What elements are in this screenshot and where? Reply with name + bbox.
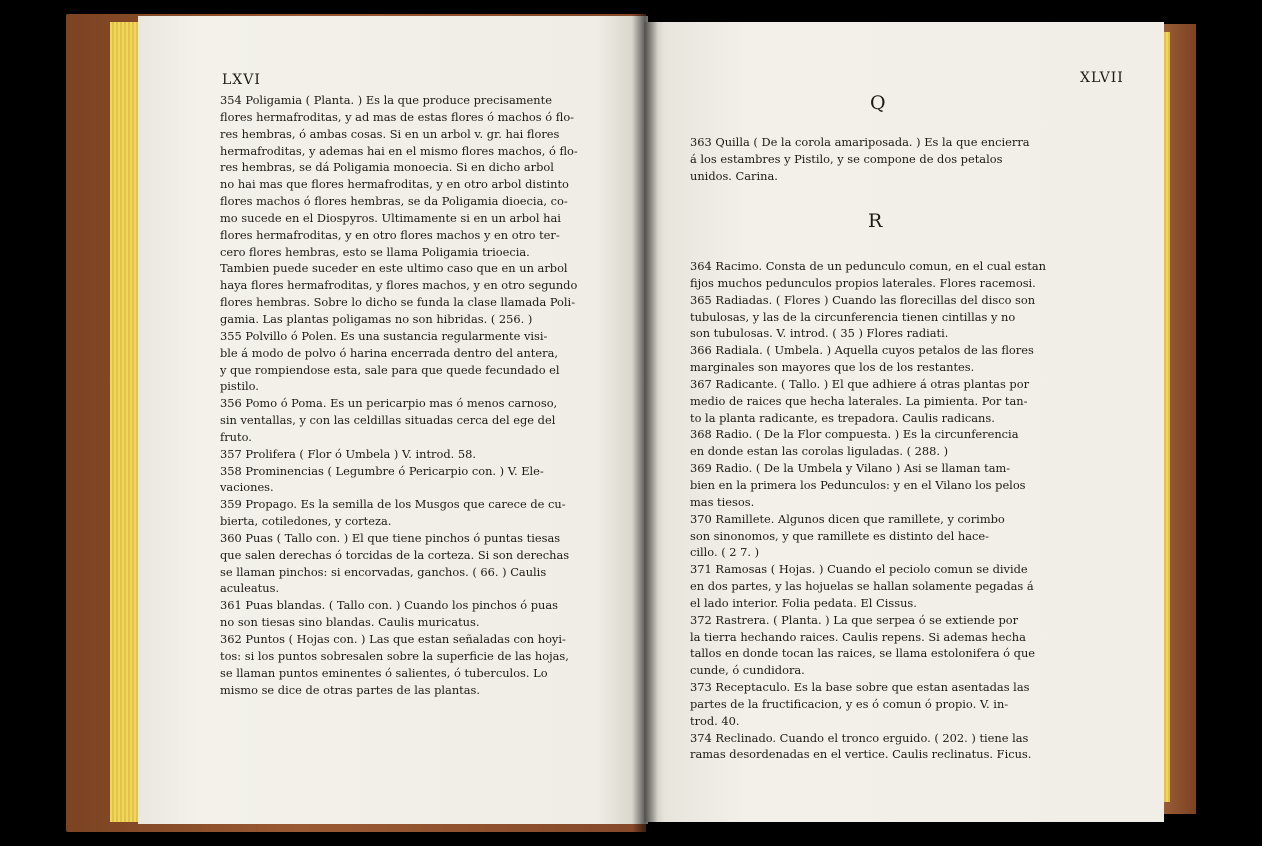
text-line: tallos en donde tocan las raices, se llama estolonifera ó que	[690, 646, 1036, 661]
text-line: cunde, ó cundidora.	[690, 663, 805, 678]
text-line: 354 Poligamia ( Planta. ) Es la que produce precisamente	[220, 93, 552, 107]
r-entries	[690, 258, 1046, 763]
text-line: se llaman pinchos: si encorvadas, ganchos. ( 66. ) Caulis	[220, 564, 547, 579]
text-line: son tubulosas. V. introd. ( 35 ) Flores radiati.	[690, 326, 949, 341]
text-line: flores hembras. Sobre lo dicho se funda la clase llamada Poli-	[220, 295, 576, 310]
text-line: sin ventallas, y con las celdillas situadas cerca del ege del	[220, 413, 556, 428]
text-line: se llaman puntos eminentes ó salientes, ó tuberculos. Lo	[220, 665, 548, 680]
text-line: ramas desordenadas en el vertice. Caulis reclinatus. Ficus.	[690, 747, 1032, 762]
text-line: flores hermafroditas, y en otro flores machos y en otro ter-	[220, 227, 560, 242]
text-line: tos: si los puntos sobresalen sobre la superficie de las hojas,	[220, 648, 569, 663]
text-line: 370 Ramillete. Algunos dicen que ramillete, y corimbo	[690, 511, 1005, 526]
text-line: 366 Radiala. ( Umbela. ) Aquella cuyos petalos de las flores	[690, 343, 1034, 358]
page-number-right: XLVII	[1080, 70, 1124, 86]
text-line: partes de la fructificacion, y es ó comun ó propio. V. in-	[690, 696, 1009, 711]
text-line: no hai mas que flores hermafroditas, y en otro arbol distinto	[220, 177, 569, 192]
text-line: 372 Rastrera. ( Planta. ) La que serpea ó se extiende por	[690, 612, 1019, 627]
text-line: mo sucede en el Diospyros. Ultimamente si en un arbol hai	[220, 210, 561, 225]
section-letter-q: Q	[870, 92, 886, 114]
text-line: 356 Pomo ó Poma. Es un pericarpio mas ó menos carnoso,	[220, 396, 558, 411]
text-line: gamia. Las plantas poligamas no son hibridas. ( 256. )	[220, 311, 533, 326]
text-line: hermafroditas, y ademas hai en el mismo flores machos, ó flo-	[220, 143, 578, 158]
right-page	[644, 22, 1164, 822]
text-line: que salen derechas ó torcidas de la corteza. Si son derechas	[220, 547, 570, 562]
text-line: trod. 40.	[690, 713, 740, 728]
text-line: 368 Radio. ( De la Flor compuesta. ) Es la circunferencia	[690, 427, 1019, 442]
text-line: cillo. ( 2 7. )	[690, 545, 760, 560]
left-page-text	[220, 92, 578, 698]
text-line: 364 Racimo. Consta de un pedunculo comun, en el cual estan	[690, 259, 1046, 273]
text-line: flores machos ó flores hembras, se da Poligamia dioecia, co-	[220, 194, 568, 209]
text-line: no son tiesas sino blandas. Caulis muricatus.	[220, 615, 480, 630]
text-line: haya flores hermafroditas, y flores machos, y en otro segundo	[220, 278, 578, 293]
text-line: vaciones.	[220, 480, 274, 495]
text-line: mas tiesos.	[690, 494, 755, 509]
text-line: ble á modo de polvo ó harina encerrada dentro del antera,	[220, 345, 558, 360]
text-line: la tierra hechando raices. Caulis repens. Si ademas hecha	[690, 629, 1026, 644]
text-line: 361 Puas blandas. ( Tallo con. ) Cuando los pinchos ó puas	[220, 598, 559, 613]
book-gutter	[632, 14, 658, 832]
text-line: 357 Prolifera ( Flor ó Umbela ) V. introd. 58.	[220, 446, 476, 461]
text-line: 359 Propago. Es la semilla de los Musgos que carece de cu-	[220, 497, 566, 512]
text-line: son sinonomos, y que ramillete es distinto del hace-	[690, 528, 989, 543]
text-line: 374 Reclinado. Cuando el tronco erguido. ( 202. ) tiene las	[690, 730, 1029, 745]
text-line: pistilo.	[220, 379, 259, 394]
text-line: fijos muchos pedunculos propios laterales. Flores racemosi.	[690, 275, 1036, 290]
text-line: to la planta radicante, es trepadora. Caulis radicans.	[690, 410, 995, 425]
section-letter-r: R	[868, 210, 883, 232]
text-line: en donde estan las corolas liguladas. ( 288. )	[690, 444, 949, 459]
text-line: aculeatus.	[220, 581, 280, 596]
text-line: bien en la primera los Pedunculos: y en el Vilano los pelos	[690, 477, 1026, 492]
text-line: marginales son mayores que los de los restantes.	[690, 360, 975, 375]
text-line: el lado interior. Folia pedata. El Cissus.	[690, 595, 917, 610]
page-number-left: LXVI	[222, 72, 261, 88]
text-line: unidos. Carina.	[690, 168, 778, 183]
text-line: 367 Radicante. ( Tallo. ) El que adhiere á otras plantas por	[690, 376, 1030, 391]
page-edges-left	[110, 22, 140, 822]
text-line: Tambien puede suceder en este ultimo caso que en un arbol	[220, 261, 568, 276]
text-line: flores hermafroditas, y ad mas de estas flores ó machos ó flo-	[220, 109, 575, 124]
text-line: 358 Prominencias ( Legumbre ó Pericarpio con. ) V. Ele-	[220, 463, 544, 478]
text-line: 371 Ramosas ( Hojas. ) Cuando el peciolo comun se divide	[690, 562, 1028, 577]
text-line: 363 Quilla ( De la corola amariposada. ) Es la que encierra	[690, 135, 1030, 149]
open-book	[66, 14, 1196, 832]
text-line: á los estambres y Pistilo, y se compone de dos petalos	[690, 151, 1003, 166]
text-line: 369 Radio. ( De la Umbela y Vilano ) Asi se llaman tam-	[690, 461, 1011, 476]
text-line: res hembras, ó ambas cosas. Si en un arbol v. gr. hai flores	[220, 126, 560, 141]
text-line: tubulosas, y las de la circunferencia tienen cintillas y no	[690, 309, 1016, 324]
text-line: 373 Receptaculo. Es la base sobre que estan asentadas las	[690, 680, 1030, 695]
text-line: 362 Puntos ( Hojas con. ) Las que estan señaladas con hoyi-	[220, 632, 566, 646]
text-line: cero flores hembras, esto se llama Poligamia trioecia.	[220, 244, 530, 259]
text-line: 360 Puas ( Tallo con. ) El que tiene pinchos ó puntas tiesas	[220, 530, 561, 545]
text-line: fruto.	[220, 429, 252, 444]
text-line: medio de raices que hecha laterales. La pimienta. Por tan-	[690, 393, 1028, 408]
text-line: bierta, cotiledones, y corteza.	[220, 514, 392, 529]
text-line: y que rompiendose esta, sale para que quede fecundado el	[220, 362, 560, 377]
text-line: res hembras, se dá Poligamia monoecia. Si en dicho arbol	[220, 160, 554, 175]
q-entries	[690, 134, 1030, 185]
left-page	[138, 16, 648, 824]
text-line: mismo se dice de otras partes de las plantas.	[220, 682, 481, 697]
text-line: 355 Polvillo ó Polen. Es una sustancia regularmente visi-	[220, 328, 548, 343]
text-line: 365 Radiadas. ( Flores ) Cuando las florecillas del disco son	[690, 292, 1036, 307]
text-line: en dos partes, y las hojuelas se hallan solamente pegadas á	[690, 579, 1034, 594]
